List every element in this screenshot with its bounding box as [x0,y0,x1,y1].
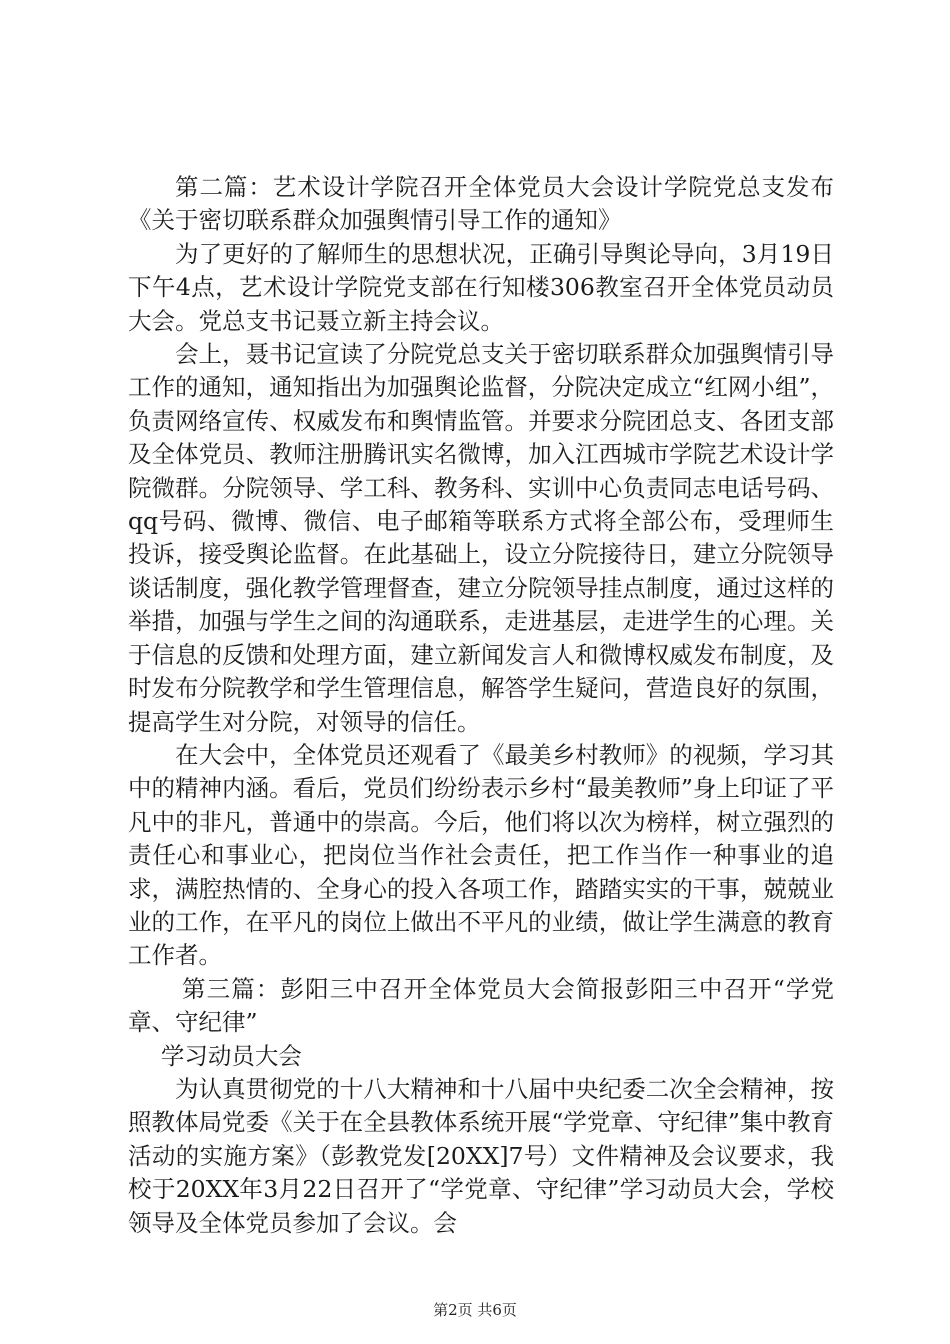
page-footer: 第2页 共6页 [433,1301,517,1319]
article-2-paragraph-3: 在大会中，全体党员还观看了《最美乡村教师》的视频，学习其中的精神内涵。看后，党员们纷纷表示乡村“最美教师”身上印证了平凡中的非凡，普通中的崇高。今后，他们将以次为榜样，树立强烈的责任心和事业心，把岗位当作社会责任，把工作当作一种事业的追求，满腔热情的、全身心的投入各项工作，踏踏实实的干事，兢兢业业的工作，在平凡的岗位上做出不平凡的业绩，做让学生满意的教育工作者。 [128,740,834,970]
article-2-paragraph-1: 为了更好的了解师生的思想状况，正确引导舆论导向，3月19日下午4点，艺术设计学院党支部在行知楼306教室召开全体党员动员大会。党总支书记聂立新主持会议。 [128,239,834,335]
article-3-subtitle: 学习动员大会 [160,1041,302,1070]
article-2-paragraph-2: 会上，聂书记宣读了分院党总支关于密切联系群众加强舆情引导工作的通知，通知指出为加强舆论监督，分院决定成立“红网小组”，负责网络宣传、权威发布和舆情监管。并要求分院团总支、各团支部及全体党员、教师注册腾讯实名微博，加入江西城市学院艺术设计学院微群。分院领导、学工科、教务科、实训中心负责同志电话号码、qq号码、微博、微信、电子邮箱等联系方式将全部公布，受理师生投诉，接受舆论监督。在此基础上，设立分院接待日，建立分院领导谈话制度，强化教学管理督查，建立分院领导挂点制度，通过这样的举措，加强与学生之间的沟通联系，走进基层，走进学生的心理。关于信息的反馈和处理方面，建立新闻发言人和微博权威发布制度，及时发布分院教学和学生管理信息，解答学生疑问，营造良好的氛围，提高学生对分院，对领导的信任。 [128,340,834,736]
article-2-title: 第二篇：艺术设计学院召开全体党员大会设计学院党总支发布《关于密切联系群众加强舆情引导工作的通知》 [128,173,834,235]
article-3-paragraph-1: 为认真贯彻党的十八大精神和十八届中央纪委二次全会精神，按照教体局党委《关于在全县教体系统开展“学党章、守纪律”集中教育活动的实施方案》（彭教党发[20XX]7号）文件精神及会议要求，我校于20XX年3月22日召开了“学党章、守纪律”学习动员大会，学校领导及全体党员参加了会议。会 [128,1074,834,1237]
article-3-title: 第三篇：彭阳三中召开全体党员大会简报彭阳三中召开“学党章、守纪律” [128,974,834,1037]
document-body [128,171,834,1240]
